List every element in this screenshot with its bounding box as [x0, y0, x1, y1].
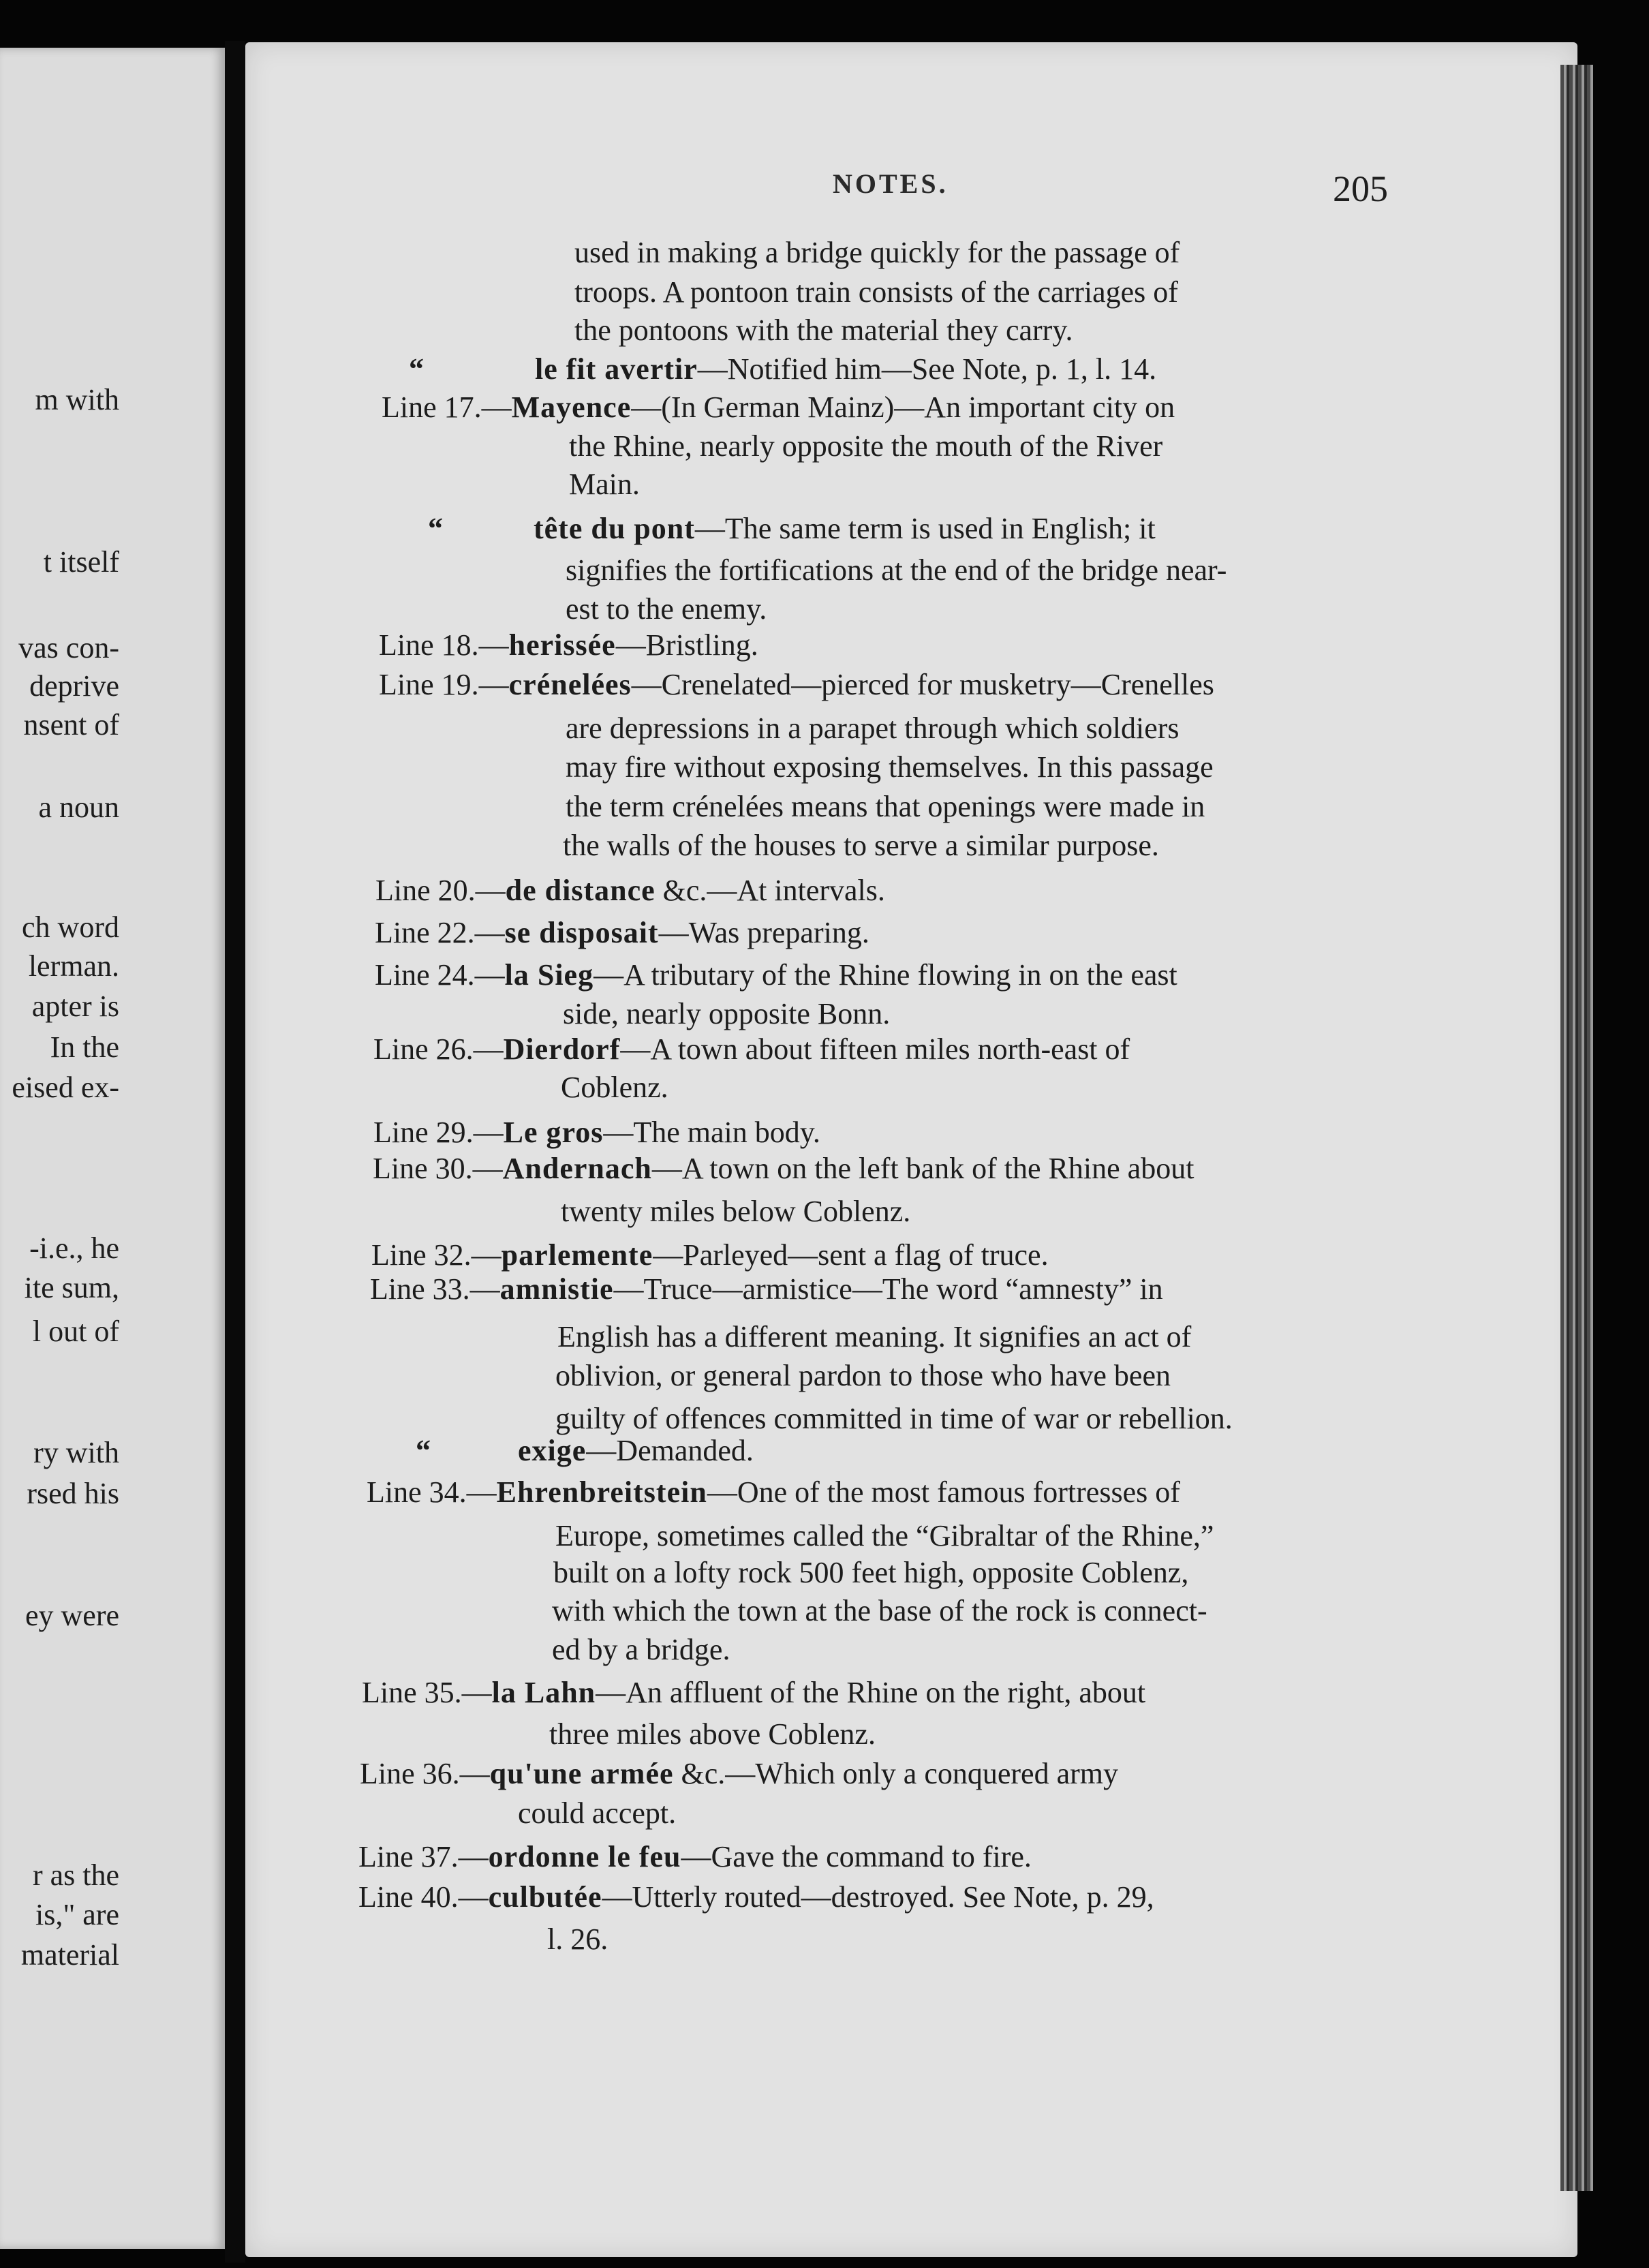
- glossed-term: la Sieg: [504, 958, 594, 992]
- note-entry: [367, 1477, 1180, 1507]
- note-continuation-line: three miles above Coblenz.: [549, 1717, 876, 1751]
- gloss-text: —An affluent of the Rhine on the right, about: [596, 1676, 1146, 1709]
- note-continuation-line: oblivion, or general pardon to those who have been: [555, 1359, 1171, 1392]
- note-entry: [360, 1759, 1118, 1789]
- previous-page-text: lerman.: [28, 949, 119, 983]
- previous-page-text: material: [20, 1938, 119, 1972]
- previous-page-text: a noun: [38, 791, 119, 824]
- note-continuation-line: the term crénelées means that openings were made in: [566, 790, 1205, 823]
- glossed-term: culbutée: [488, 1880, 602, 1914]
- gloss-text: —A town on the left bank of the Rhine about: [651, 1152, 1195, 1185]
- note-entry: [373, 1032, 1130, 1066]
- glossed-term: Dierdorf: [503, 1032, 621, 1066]
- note-continuation-line: Coblenz.: [561, 1071, 668, 1104]
- note-continuation-line: est to the enemy.: [566, 592, 767, 626]
- glossed-term: amnistie: [499, 1272, 614, 1306]
- line-reference: Line 19.—: [379, 668, 509, 701]
- note-entry: [371, 1240, 1049, 1270]
- previous-page-text: nsent of: [23, 708, 119, 741]
- gloss-text: —Crenelated—pierced for musketry—Crenelles: [631, 668, 1214, 701]
- glossed-term: Mayence: [511, 390, 632, 424]
- previous-page-text: t itself: [43, 545, 119, 579]
- glossed-term: de distance: [505, 874, 656, 907]
- ditto-mark: “: [428, 512, 443, 545]
- note-entry: [428, 514, 1156, 544]
- ditto-mark: “: [416, 1434, 431, 1467]
- glossed-term: ordonne le feu: [488, 1840, 681, 1873]
- note-continuation-line: may fire without exposing themselves. In this passage: [566, 750, 1214, 784]
- previous-page-text: ey were: [25, 1599, 119, 1632]
- previous-page-text: vas con-: [18, 631, 119, 664]
- line-reference: Line 34.—: [367, 1475, 497, 1509]
- gloss-text: —Demanded.: [586, 1434, 754, 1467]
- line-reference: Line 33.—: [370, 1272, 500, 1306]
- note-continuation-line: guilty of offences committed in time of war or rebellion.: [555, 1402, 1233, 1435]
- glossed-term: tête du pont: [534, 512, 695, 545]
- gloss-text: —Truce—armistice—The word “amnesty” in: [613, 1272, 1163, 1306]
- previous-page-text: ite sum,: [24, 1271, 119, 1304]
- note-continuation-line: Main.: [569, 468, 640, 501]
- line-reference: Line 18.—: [379, 628, 509, 662]
- note-continuation-line: troops. A pontoon train consists of the carriages of: [574, 275, 1178, 309]
- gloss-text: &c.—Which only a conquered army: [673, 1757, 1118, 1790]
- line-reference: Line 37.—: [358, 1840, 489, 1873]
- line-reference: Line 32.—: [371, 1238, 502, 1272]
- line-reference: Line 40.—: [358, 1880, 489, 1914]
- note-entry: [358, 1882, 1154, 1912]
- note-entry: [373, 1118, 820, 1148]
- note-continuation-line: could accept.: [518, 1796, 677, 1830]
- note-entry: [375, 918, 869, 948]
- previous-page-text: is," are: [35, 1898, 119, 1931]
- glossed-term: Le gros: [503, 1116, 604, 1149]
- gloss-text: —Notified him—See Note, p. 1, l. 14.: [697, 352, 1157, 386]
- glossed-term: Andernach: [502, 1152, 652, 1185]
- previous-page-text: ry with: [33, 1436, 119, 1469]
- glossed-term: parlemente: [501, 1238, 653, 1272]
- note-entry: [373, 1154, 1194, 1184]
- gloss-text: —(In German Mainz)—An important city on: [631, 390, 1175, 424]
- glossed-term: qu'une armée: [489, 1757, 674, 1790]
- line-reference: Line 17.—: [382, 390, 512, 424]
- previous-page-text: m with: [35, 383, 119, 416]
- note-entry: [416, 1436, 754, 1466]
- previous-page-text: ch word: [22, 910, 119, 944]
- gloss-text: —Gave the command to fire.: [681, 1840, 1032, 1873]
- note-continuation-line: the walls of the houses to serve a similar purpose.: [563, 829, 1159, 862]
- line-reference: Line 35.—: [362, 1676, 492, 1709]
- previous-page-text: deprive: [29, 669, 119, 703]
- note-continuation-line: built on a lofty rock 500 feet high, opposite Coblenz,: [553, 1556, 1189, 1589]
- note-continuation-line: Europe, sometimes called the “Gibraltar of the Rhine,”: [555, 1519, 1214, 1552]
- note-entry: [382, 390, 1175, 424]
- line-reference: Line 24.—: [375, 958, 505, 992]
- line-reference: Line 30.—: [373, 1152, 503, 1185]
- note-continuation-line: are depressions in a parapet through which soldiers: [566, 711, 1180, 745]
- note-continuation-line: the Rhine, nearly opposite the mouth of the River: [569, 429, 1163, 463]
- previous-page-text: r as the: [32, 1858, 119, 1892]
- previous-page-text: eised ex-: [12, 1071, 119, 1104]
- gloss-text: —Parleyed—sent a flag of truce.: [653, 1238, 1049, 1272]
- running-head: NOTES.: [833, 168, 949, 199]
- note-entry: [375, 960, 1177, 990]
- line-reference: Line 29.—: [373, 1116, 504, 1149]
- gloss-text: —One of the most famous fortresses of: [707, 1475, 1180, 1509]
- gloss-text: —A town about fifteen miles north-east of: [620, 1032, 1130, 1066]
- gloss-text: —Bristling.: [615, 628, 758, 662]
- note-entry: [370, 1274, 1163, 1304]
- note-entry: [409, 354, 1156, 384]
- page-number: 205: [1333, 168, 1388, 209]
- note-continuation-line: English has a different meaning. It signifies an act of: [557, 1320, 1192, 1353]
- note-entry: [362, 1678, 1145, 1708]
- previous-page-text: In the: [50, 1030, 119, 1064]
- glossed-term: le fit avertir: [535, 352, 698, 386]
- gloss-text: —Utterly routed—destroyed. See Note, p. 29,: [602, 1880, 1154, 1914]
- glossed-term: crénelées: [508, 668, 632, 701]
- glossed-term: herissée: [508, 628, 616, 662]
- gloss-text: —The same term is used in English; it: [694, 512, 1156, 545]
- previous-page-text: rsed his: [27, 1477, 119, 1510]
- line-reference: Line 26.—: [373, 1032, 504, 1066]
- note-continuation-line: ed by a bridge.: [552, 1633, 730, 1666]
- note-continuation-line: the pontoons with the material they carry.: [574, 313, 1073, 347]
- gloss-text: —A tributary of the Rhine flowing in on the east: [594, 958, 1177, 992]
- note-continuation-line: l. 26.: [547, 1922, 608, 1956]
- glossed-term: Ehrenbreitstein: [496, 1475, 707, 1509]
- note-continuation-line: used in making a bridge quickly for the passage of: [574, 236, 1180, 269]
- previous-page-text: apter is: [31, 990, 119, 1023]
- glossed-term: exige: [518, 1434, 587, 1467]
- note-entry: [379, 630, 758, 660]
- note-continuation-line: with which the town at the base of the rock is connect-: [552, 1594, 1207, 1627]
- previous-page-text: -i.e., he: [29, 1231, 119, 1265]
- ditto-mark: “: [409, 352, 424, 386]
- glossed-term: se disposait: [504, 916, 659, 949]
- line-reference: Line 36.—: [360, 1757, 490, 1790]
- note-continuation-line: signifies the fortifications at the end of the bridge near-: [566, 553, 1227, 587]
- note-entry: [375, 876, 885, 906]
- gloss-text: —Was preparing.: [658, 916, 869, 949]
- note-entry: [379, 670, 1214, 700]
- gloss-text: &c.—At intervals.: [655, 874, 885, 907]
- previous-page-text: l out of: [32, 1315, 119, 1348]
- line-reference: Line 20.—: [375, 874, 506, 907]
- note-continuation-line: twenty miles below Coblenz.: [561, 1195, 911, 1228]
- note-continuation-line: side, nearly opposite Bonn.: [563, 997, 891, 1030]
- gloss-text: —The main body.: [603, 1116, 820, 1149]
- glossed-term: la Lahn: [491, 1676, 596, 1709]
- note-entry: [358, 1842, 1032, 1872]
- line-reference: Line 22.—: [375, 916, 505, 949]
